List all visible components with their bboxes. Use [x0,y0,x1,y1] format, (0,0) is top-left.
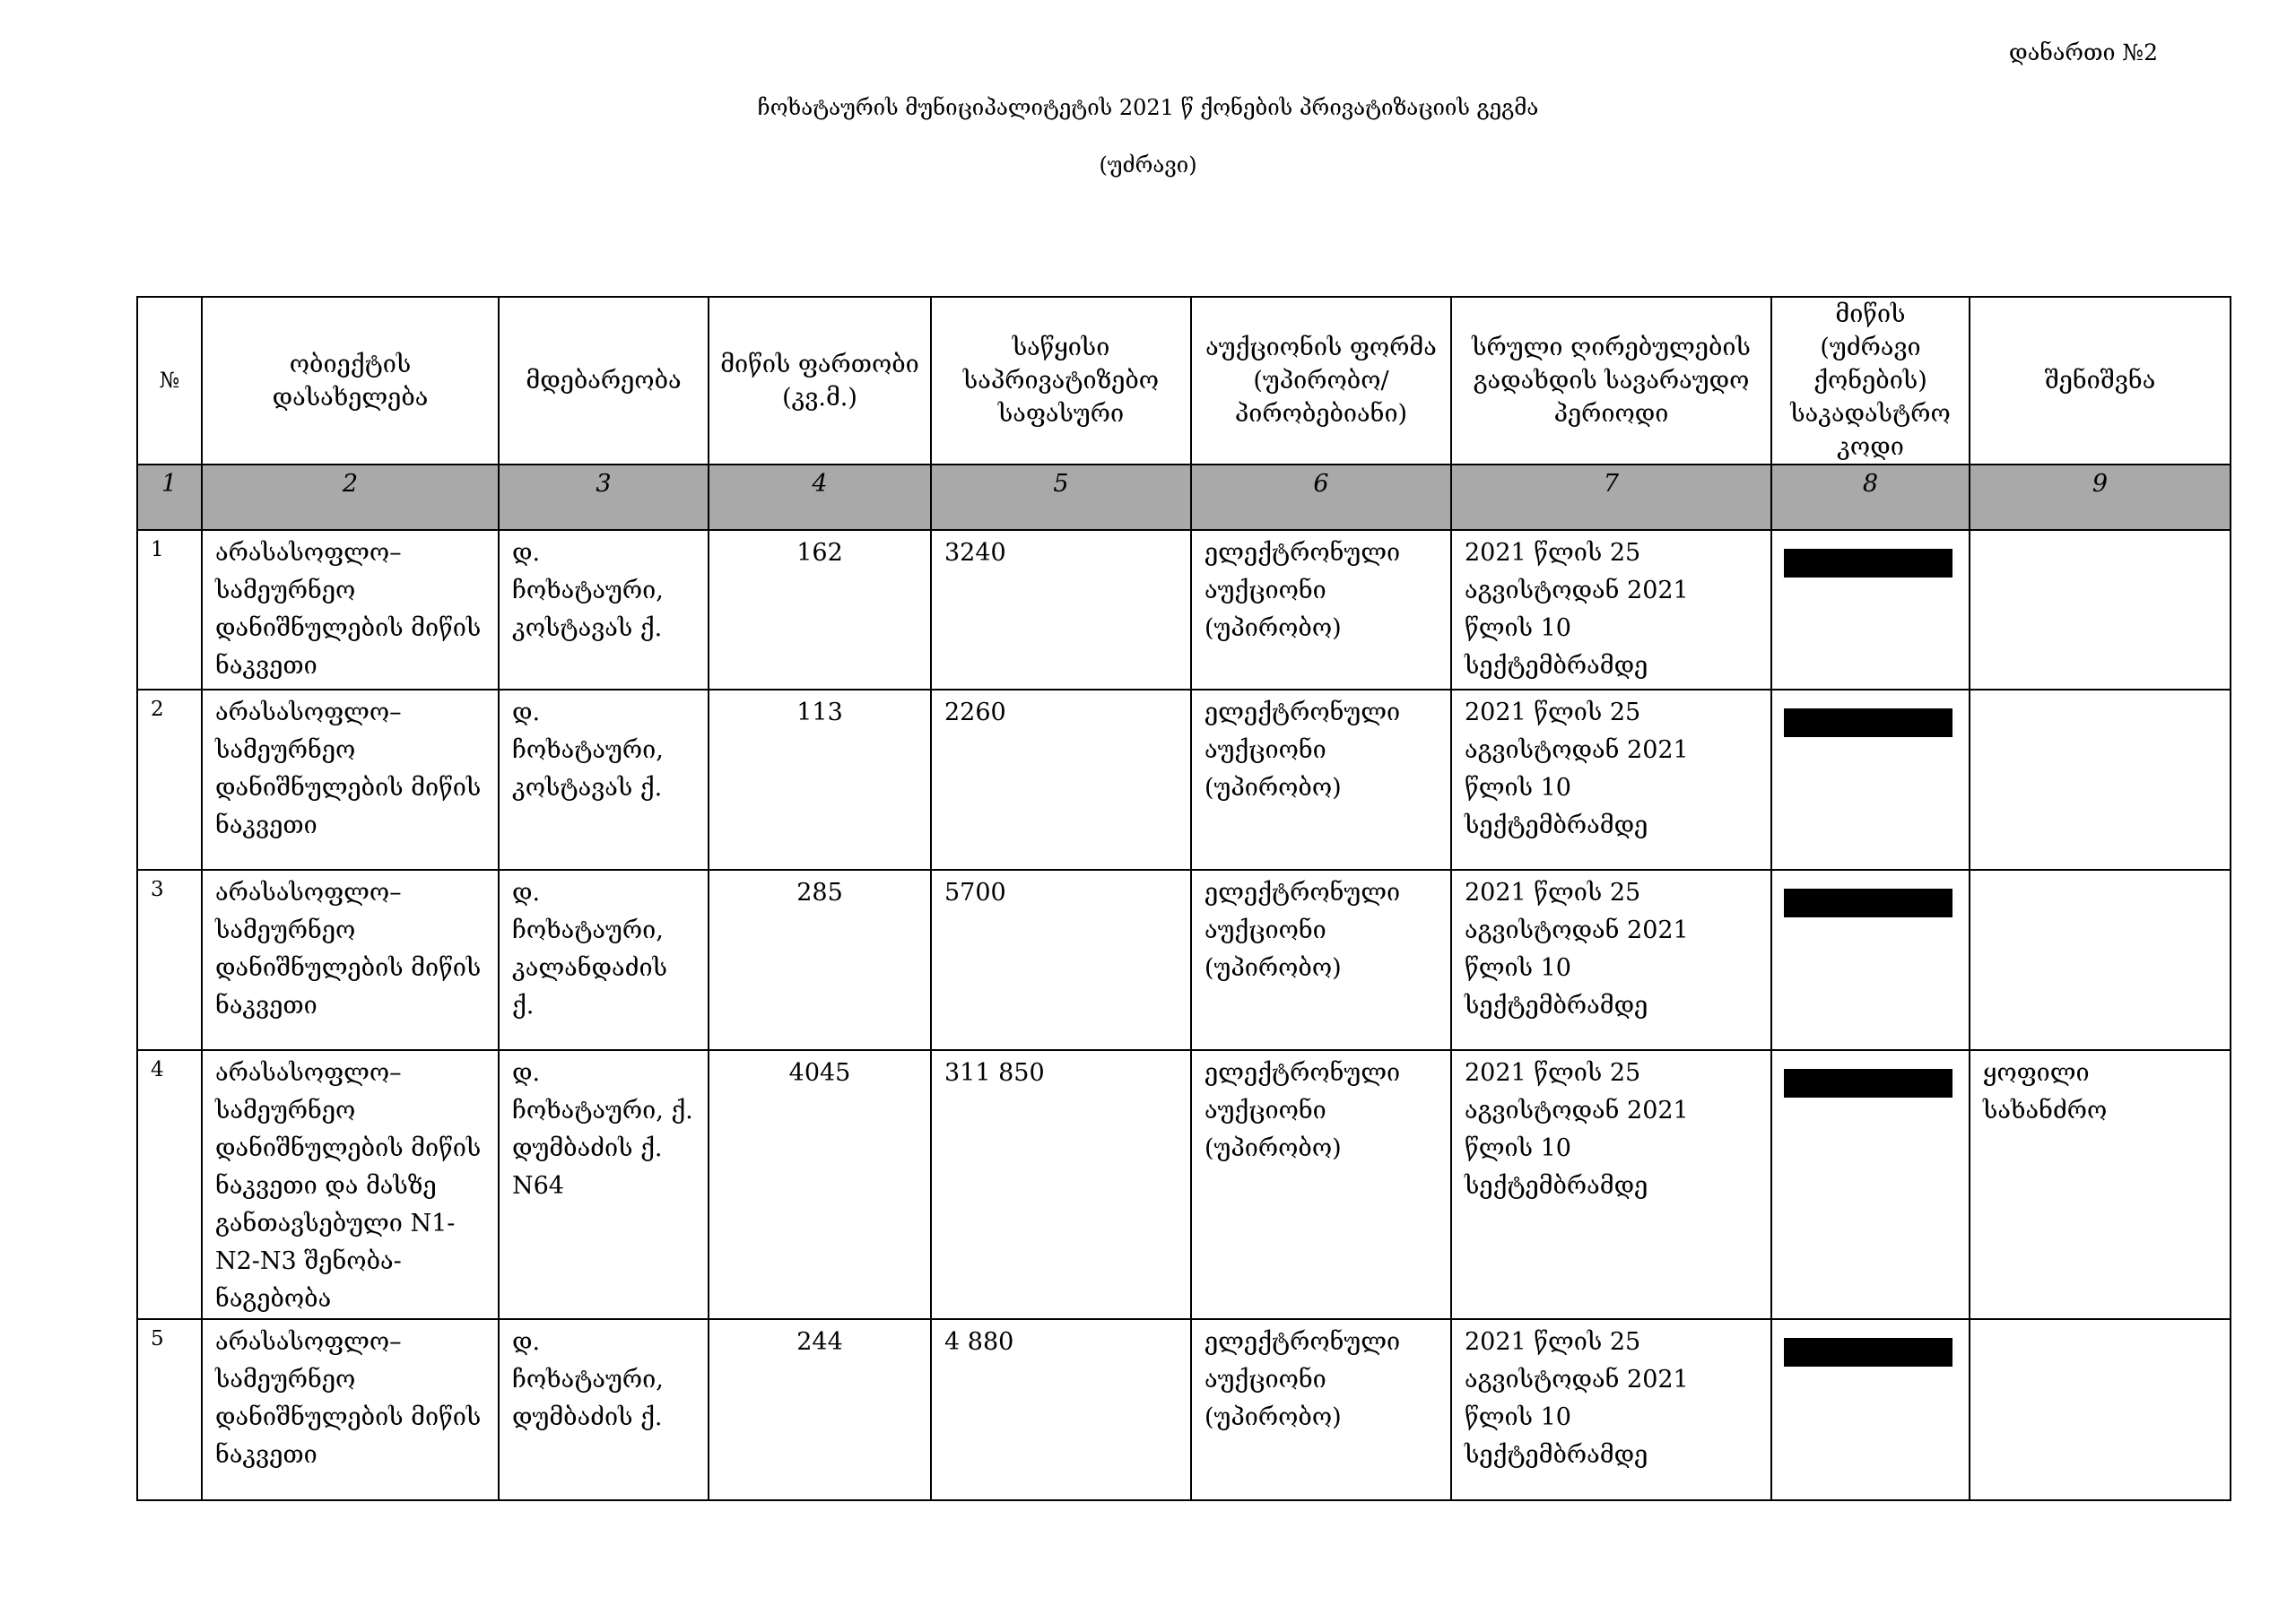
location: დ. ჩოხატაური, კოსტავას ქ. [499,690,709,870]
row-number: 1 [137,530,202,690]
redaction-bar [1784,1338,1952,1367]
note [1970,1319,2231,1500]
header-payment-period: სრული ღირებულების გადახდის სავარაუდო პერიოდი [1451,297,1771,465]
payment-period: 2021 წლის 25 აგვისტოდან 2021 წლის 10 სექტემბრამდე [1451,1319,1771,1500]
land-area: 162 [709,530,931,690]
initial-price: 4 880 [931,1319,1191,1500]
auction-form: ელექტრონული აუქციონი (უპირობო) [1191,1319,1451,1500]
auction-form: ელექტრონული აუქციონი (უპირობო) [1191,690,1451,870]
header-object-name: ობიექტის დასახელება [202,297,499,465]
redaction-bar [1784,1069,1952,1098]
object-name: არასასოფლო–სამეურნეო დანიშნულების მიწის ნაკვეთი [202,530,499,690]
object-name: არასასოფლო–სამეურნეო დანიშნულების მიწის ნაკვეთი [202,870,499,1050]
initial-price: 2260 [931,690,1191,870]
document-subtitle: (უძრავი) [1099,152,1197,178]
auction-form: ელექტრონული აუქციონი (უპირობო) [1191,1050,1451,1319]
header-number: № [137,297,202,465]
table-row [137,870,2231,1050]
object-name: არასასოფლო–სამეურნეო დანიშნულების მიწის ნაკვეთი [202,1319,499,1500]
object-name: არასასოფლო–სამეურნეო დანიშნულების მიწის ნაკვეთი და მასზე განთავსებული N1-N2-N3 შენობა-ნაგებობა [202,1050,499,1319]
location: დ. ჩოხატაური, კოსტავას ქ. [499,530,709,690]
column-number: 6 [1191,465,1451,530]
table-row [137,1050,2231,1319]
location: დ. ჩოხატაური, დუმბაძის ქ. [499,1319,709,1500]
cadastral-code [1771,1319,1970,1500]
cadastral-code [1771,870,1970,1050]
privatization-plan-table [136,296,2231,1501]
header-initial-price: საწყისი საპრივატიზებო საფასური [931,297,1191,465]
auction-form: ელექტრონული აუქციონი (უპირობო) [1191,530,1451,690]
row-number: 2 [137,690,202,870]
table-row [137,690,2231,870]
column-number-row [137,465,2231,530]
auction-form: ელექტრონული აუქციონი (უპირობო) [1191,870,1451,1050]
row-number: 5 [137,1319,202,1500]
payment-period: 2021 წლის 25 აგვისტოდან 2021 წლის 10 სექტემბრამდე [1451,530,1771,690]
header-cadastral-code: მიწის (უძრავი ქონების) საკადასტრო კოდი [1771,297,1970,465]
header-row [137,297,2231,465]
object-name: არასასოფლო–სამეურნეო დანიშნულების მიწის ნაკვეთი [202,690,499,870]
column-number: 1 [137,465,202,530]
payment-period: 2021 წლის 25 აგვისტოდან 2021 წლის 10 სექტემბრამდე [1451,1050,1771,1319]
initial-price: 5700 [931,870,1191,1050]
cadastral-code [1771,690,1970,870]
column-number: 9 [1970,465,2231,530]
initial-price: 311 850 [931,1050,1191,1319]
land-area: 285 [709,870,931,1050]
column-number: 7 [1451,465,1771,530]
redaction-bar [1784,549,1952,578]
note: ყოფილი სახანძრო [1970,1050,2231,1319]
column-number: 4 [709,465,931,530]
land-area: 4045 [709,1050,931,1319]
note [1970,530,2231,690]
land-area: 244 [709,1319,931,1500]
row-number: 3 [137,870,202,1050]
note [1970,690,2231,870]
cadastral-code [1771,530,1970,690]
document-title: ჩოხატაურის მუნიციპალიტეტის 2021 წ ქონების პრივატიზაციის გეგმა [757,95,1539,120]
table-row [137,530,2231,690]
location: დ. ჩოხატაური, ქ. დუმბაძის ქ. N64 [499,1050,709,1319]
column-number: 2 [202,465,499,530]
appendix-label: დანართი №2 [2008,39,2158,65]
payment-period: 2021 წლის 25 აგვისტოდან 2021 წლის 10 სექტემბრამდე [1451,690,1771,870]
redaction-bar [1784,889,1952,917]
column-number: 8 [1771,465,1970,530]
payment-period: 2021 წლის 25 აგვისტოდან 2021 წლის 10 სექტემბრამდე [1451,870,1771,1050]
note [1970,870,2231,1050]
column-number: 3 [499,465,709,530]
cadastral-code [1771,1050,1970,1319]
column-number: 5 [931,465,1191,530]
header-land-area: მიწის ფართობი (კვ.მ.) [709,297,931,465]
initial-price: 3240 [931,530,1191,690]
header-auction-form: აუქციონის ფორმა (უპირობო/ პირობებიანი) [1191,297,1451,465]
land-area: 113 [709,690,931,870]
redaction-bar [1784,708,1952,737]
table-row [137,1319,2231,1500]
row-number: 4 [137,1050,202,1319]
header-note: შენიშვნა [1970,297,2231,465]
location: დ. ჩოხატაური, კალანდაძის ქ. [499,870,709,1050]
header-location: მდებარეობა [499,297,709,465]
